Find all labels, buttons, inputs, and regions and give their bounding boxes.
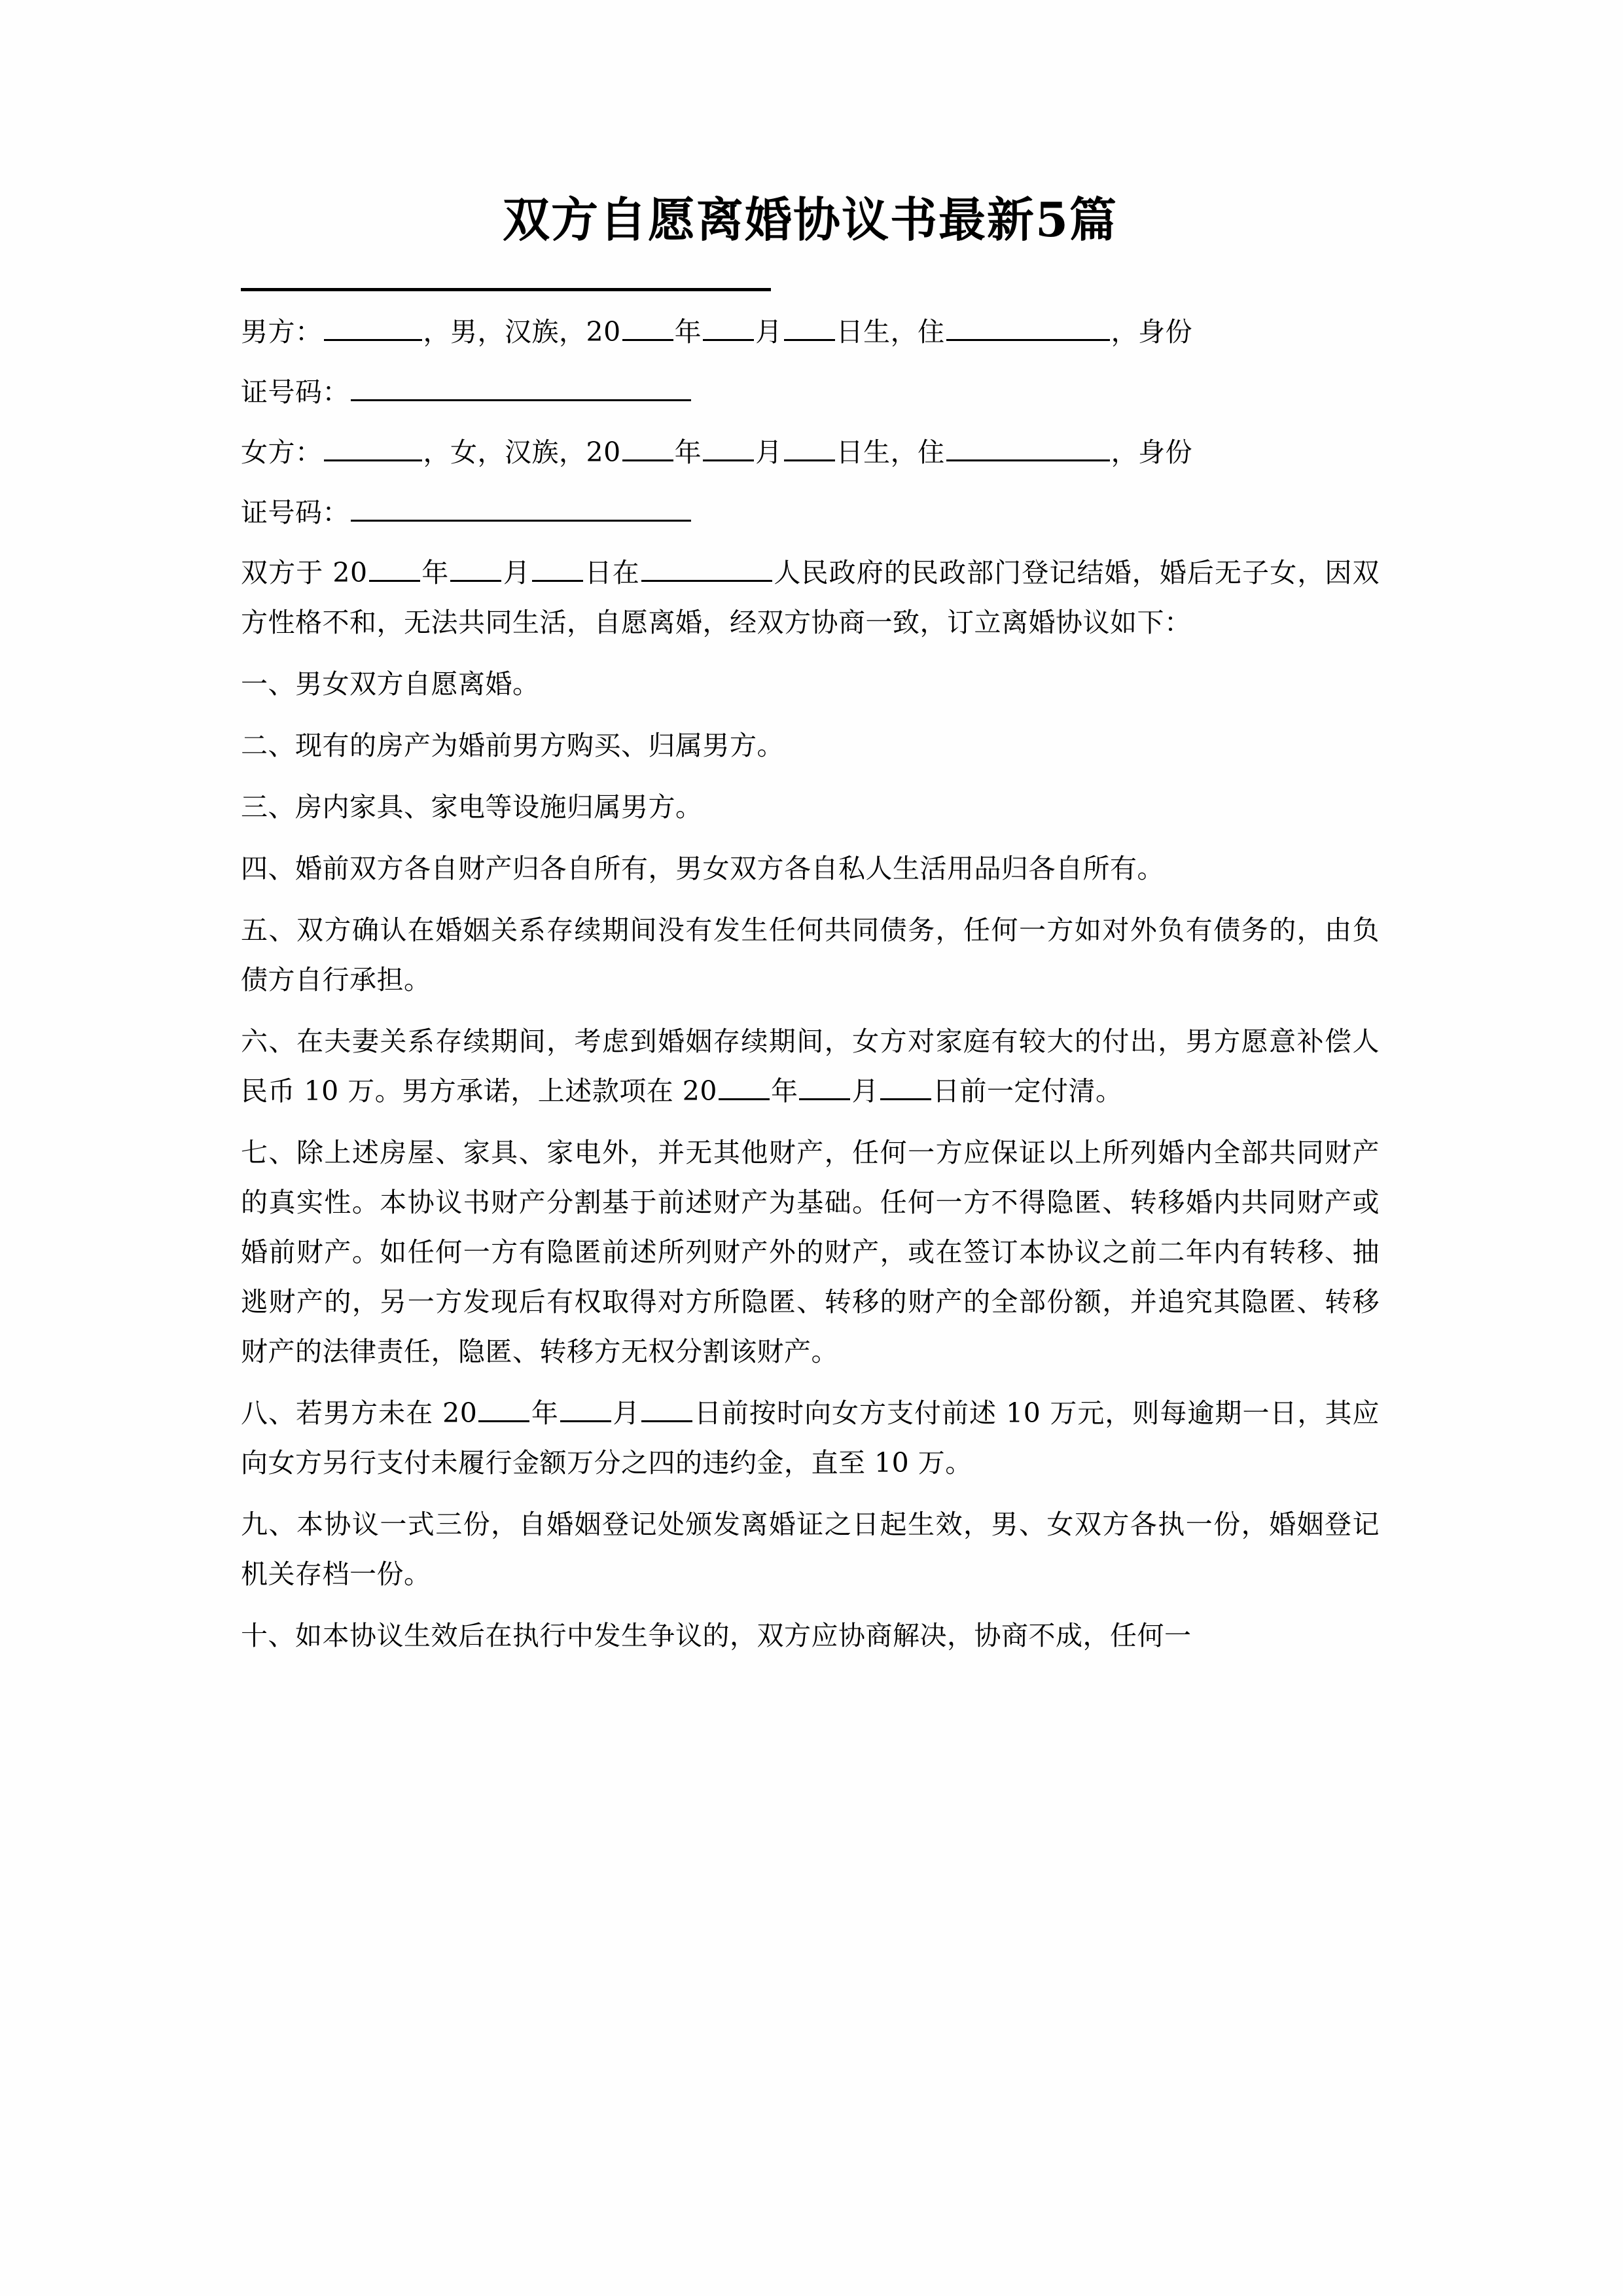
sep: ， [423,437,450,469]
wife-year-unit: 年 [674,437,702,469]
wife-name-blank[interactable] [324,435,422,461]
sep: ， [477,437,505,469]
wife-day-unit: 日生， [836,437,918,469]
deadline-year-blank[interactable] [478,1395,529,1422]
wife-month-unit: 月 [755,437,783,469]
wife-id-lead: ，身份 [1111,437,1193,469]
husband-month-unit: 月 [755,316,783,348]
clause-4-text: 婚前双方各自财产归各自所有，男女双方各自私人生活用品归各自所有。 [295,853,1164,885]
payment-year-blank[interactable] [719,1073,770,1100]
husband-birth-year-blank[interactable] [622,314,673,341]
deadline-month-blank[interactable] [560,1395,611,1422]
page-title: 双方自愿离婚协议书最新5篇 [502,192,1118,247]
party-line-wife: 女方： ，女，汉族，20 年 月 日生，住 ，身份 [241,427,1380,488]
husband-address-label: 住 [918,316,945,348]
wife-birth-year-blank[interactable] [622,435,673,461]
clause-2-text: 现有的房产为婚前男方购买、归属男方。 [295,730,784,762]
party-id-husband [241,367,1380,427]
wife-address-blank[interactable] [946,435,1110,461]
clause-6-text-b: 日前一定付清。 [932,1075,1123,1107]
husband-id-lead: ，身份 [1111,316,1193,348]
clause-4-number: 四、 [241,853,295,885]
clause-6 [241,1016,1380,1128]
clause-10-text: 如本协议生效后在执行中发生争议的，双方应协商解决，协商不成，任何一 [295,1620,1192,1652]
deadline-day-blank[interactable] [641,1395,692,1422]
document-content [241,0,1380,1672]
preamble-tail: 人民政府的民政部门登记结婚，婚后无子女，因双方性格不和，无法共同生活，自愿离婚，经双方协商一致，订立离婚协议如下： [241,557,1380,639]
payment-day-blank[interactable] [880,1073,931,1100]
husband-id-blank[interactable] [351,374,691,401]
preamble-year-unit: 年 [421,557,450,589]
husband-year-unit: 年 [674,316,702,348]
clause-5 [241,905,1380,1016]
husband-name-blank[interactable] [324,314,422,341]
wife-birth-month-blank[interactable] [703,435,754,461]
husband-ethnicity: 汉族 [505,316,559,348]
clause-1-number: 一、 [241,668,295,700]
husband-birth-prefix: 20 [586,316,621,348]
party-label-husband: 男方： [241,316,323,348]
wife-id-label: 证号码： [241,497,349,529]
clause-9-number: 九、 [241,1509,296,1541]
clause-6-text-a: 在夫妻关系存续期间，考虑到婚姻存续期间，女方对家庭有较大的付出，男方愿意补偿人民币 10 万。男方承诺，上述款项在 20 [241,1026,1380,1107]
husband-gender: 男 [450,316,478,348]
husband-address-blank[interactable] [946,314,1110,341]
clause-6-month-unit: 月 [851,1075,879,1107]
preamble-paragraph [241,548,1380,659]
title-divider [241,245,1380,307]
sep: ， [423,316,450,348]
clause-8-number: 八、 [241,1397,296,1429]
clause-7 [241,1128,1380,1388]
marriage-day-blank[interactable] [532,555,583,582]
clause-8-text-a: 若男方未在 20 [296,1397,478,1429]
divider-rule [241,288,771,291]
clause-7-number: 七、 [241,1137,296,1169]
wife-id-blank[interactable] [351,495,691,522]
party-label-wife: 女方： [241,437,323,469]
marriage-year-blank[interactable] [369,555,420,582]
party-line-husband: 男方： ，男，汉族，20 年 月 日生，住 ，身份 [241,307,1380,367]
husband-birth-day-blank[interactable] [784,314,835,341]
clause-1 [241,659,1380,721]
wife-birth-day-blank[interactable] [784,435,835,461]
clause-2 [241,721,1380,782]
wife-birth-prefix: 20 [586,437,621,469]
wife-ethnicity: 汉族 [505,437,559,469]
husband-id-label: 证号码： [241,376,349,408]
wife-address-label: 住 [918,437,945,469]
clause-8-year-unit: 年 [531,1397,559,1429]
registration-place-blank[interactable] [641,555,772,582]
sep: ， [477,316,505,348]
clause-8-month-unit: 月 [612,1397,641,1429]
clause-5-text: 双方确认在婚姻关系存续期间没有发生任何共同债务，任何一方如对外负有债务的，由负债方自行承担。 [241,914,1380,996]
husband-day-unit: 日生， [836,316,918,348]
clause-6-number: 六、 [241,1026,296,1058]
payment-month-blank[interactable] [799,1073,850,1100]
clause-10-number: 十、 [241,1620,295,1652]
clause-8 [241,1388,1380,1499]
clause-3 [241,782,1380,844]
preamble-month-unit: 月 [503,557,531,589]
preamble-lead: 双方于 20 [241,557,368,589]
clause-9-text: 本协议一式三份，自婚姻登记处颁发离婚证之日起生效，男、女双方各执一份，婚姻登记机关存档一份。 [241,1509,1380,1590]
clause-1-text: 男女双方自愿离婚。 [295,668,540,700]
clause-3-number: 三、 [241,791,295,823]
clause-9 [241,1499,1380,1611]
husband-birth-month-blank[interactable] [703,314,754,341]
clause-3-text: 房内家具、家电等设施归属男方。 [295,791,703,823]
clause-5-number: 五、 [241,914,296,946]
marriage-month-blank[interactable] [450,555,501,582]
clause-10 [241,1611,1380,1672]
clause-2-number: 二、 [241,730,295,762]
preamble-day-unit: 日在 [584,557,640,589]
clause-7-text: 除上述房屋、家具、家电外，并无其他财产，任何一方应保证以上所列婚内全部共同财产的真实性。本协议书财产分割基于前述财产为基础。任何一方不得隐匿、转移婚内共同财产或婚前财产。如任何一方有隐匿前述所列财产外的财产，或在签订本协议之前二年内有转移、抽逃财产的，另一方发现后有权取得对方所隐匿、转移的财产的全部份额，并追究其隐匿、转移财产的法律责任，隐匿、转移方无权分割该财产。 [241,1137,1380,1368]
clause-8-text-b: 日前按时向女方支付前述 10 万元，则每逾期一日，其应向女方另行支付未履行金额万分之四的违约金，直至 10 万。 [241,1397,1380,1479]
clause-6-year-unit: 年 [770,1075,798,1107]
clause-4 [241,844,1380,905]
wife-gender: 女 [450,437,478,469]
party-id-wife [241,488,1380,548]
